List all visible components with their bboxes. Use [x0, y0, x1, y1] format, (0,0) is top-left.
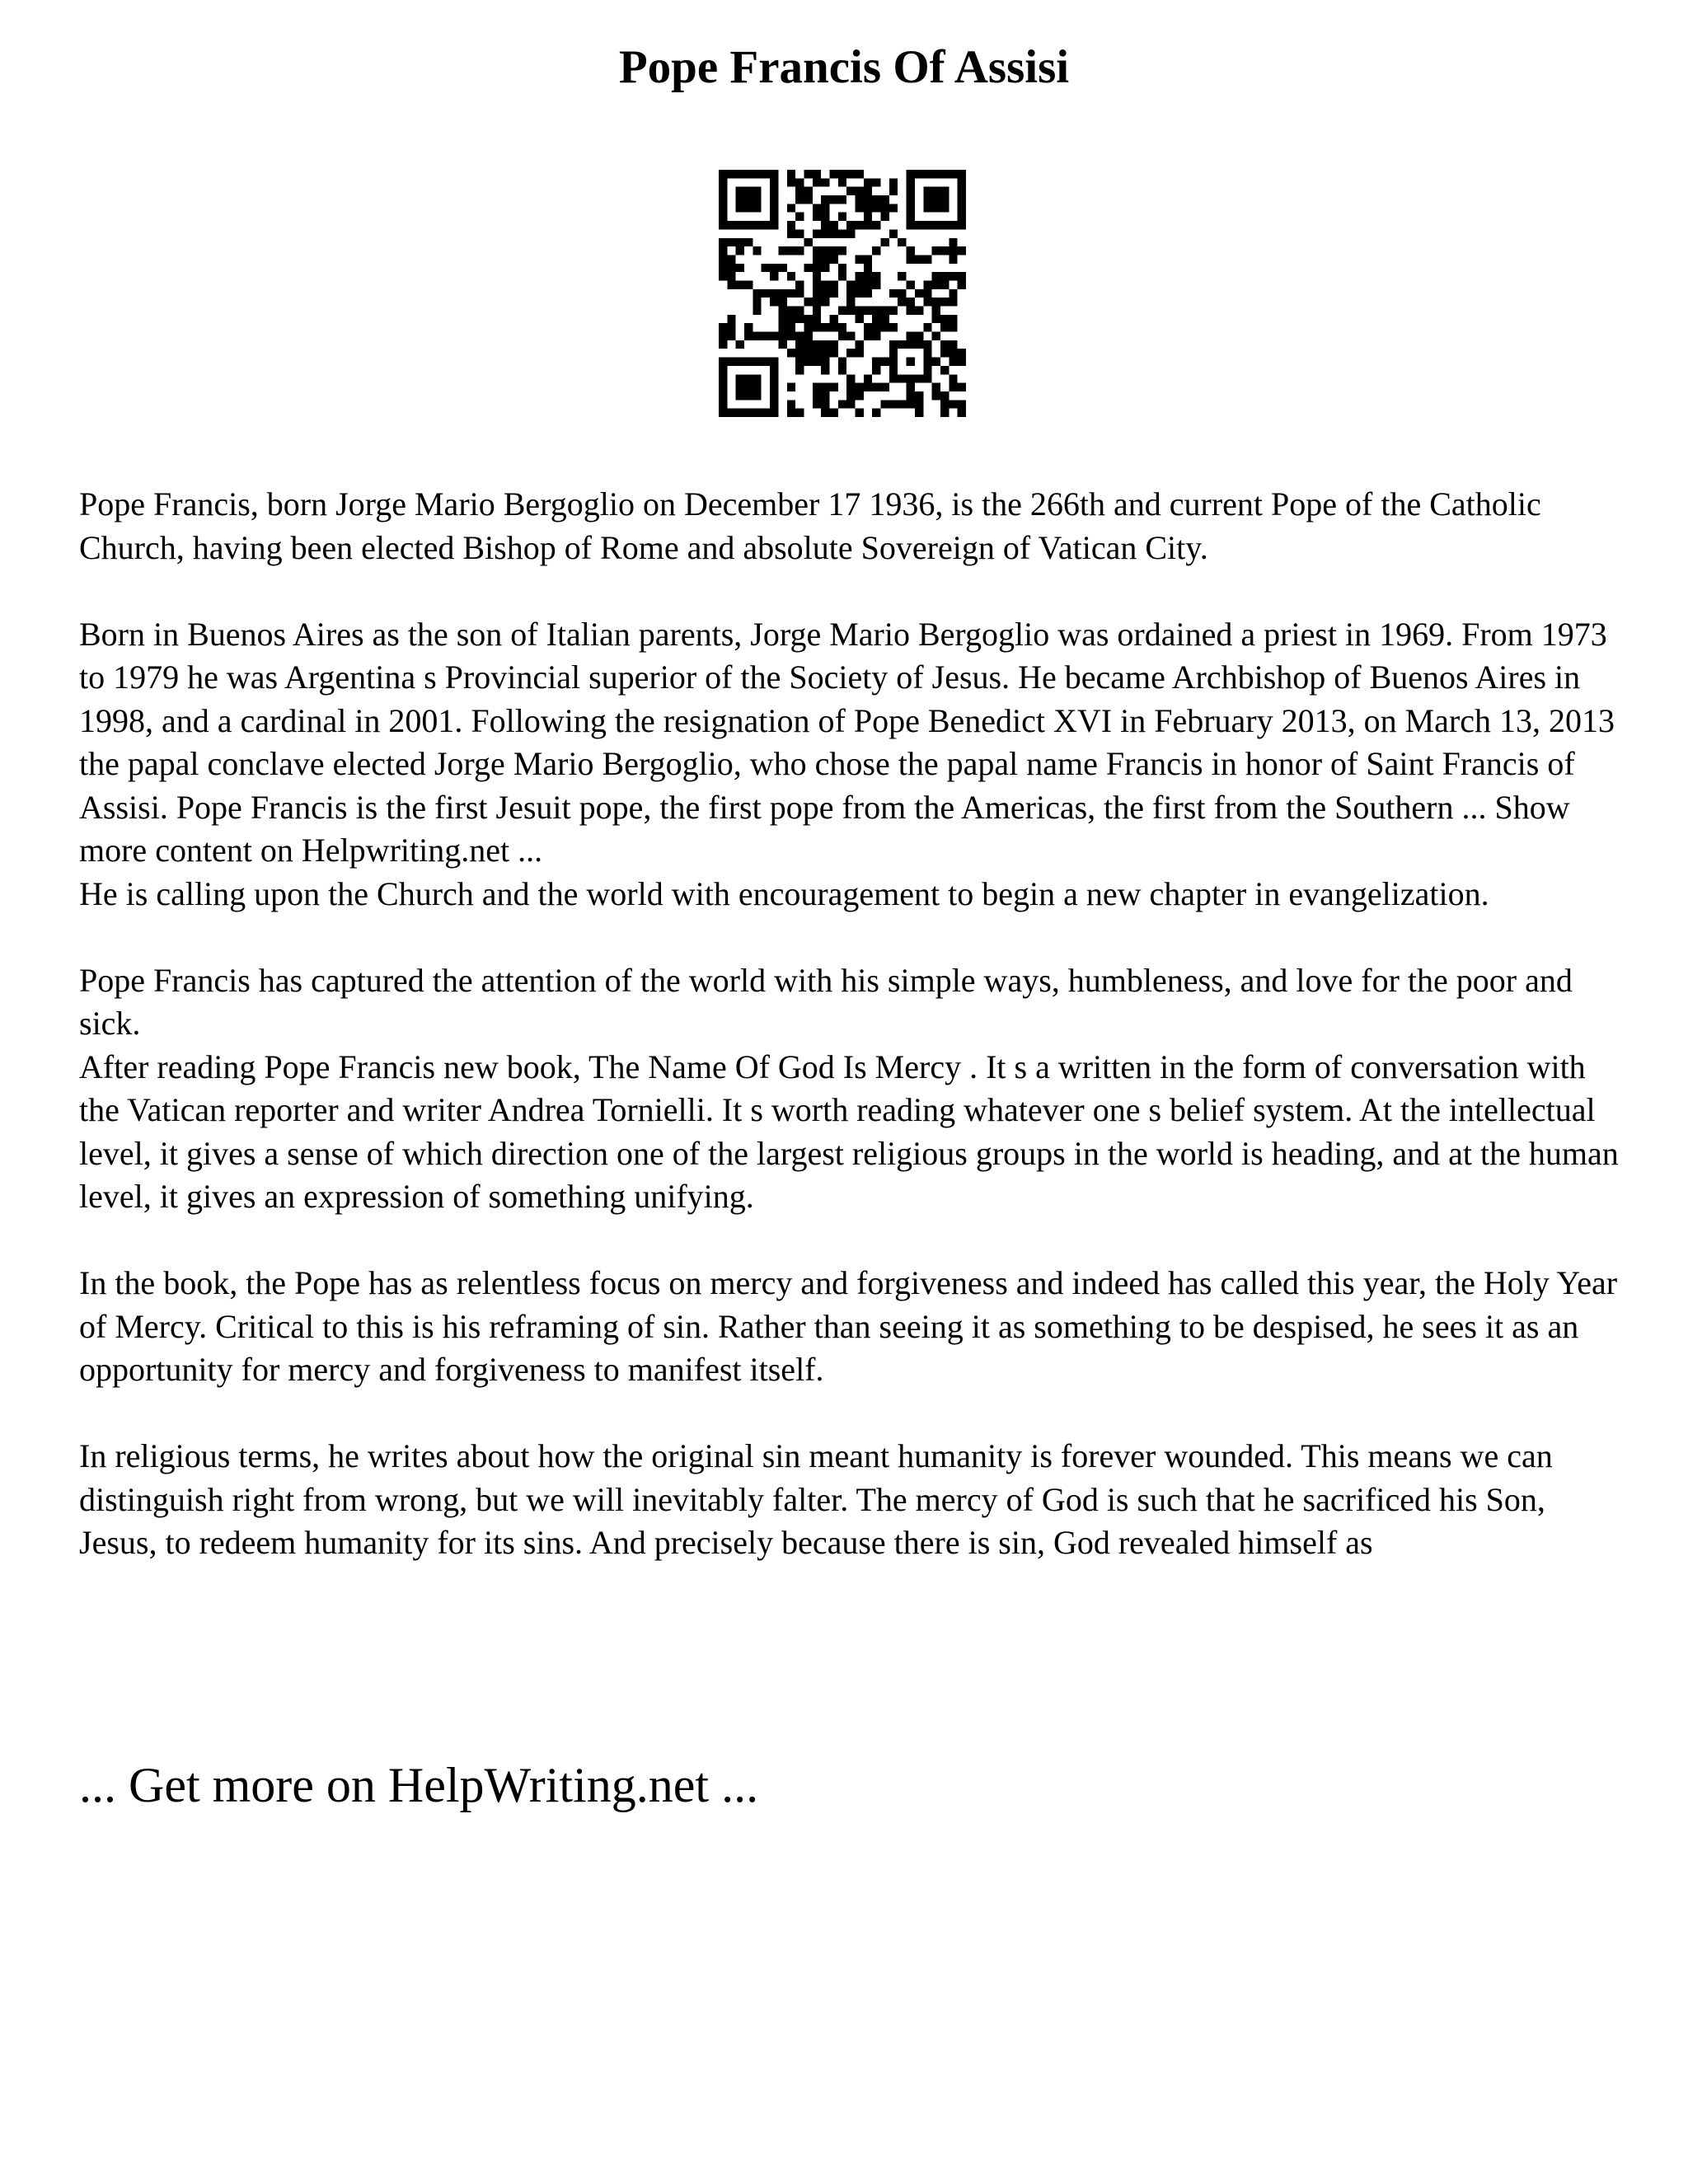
paragraph: After reading Pope Francis new book, The Name Of God Is Mercy . It s a written in the form of conversation with the Vatican reporter and writer Andrea Tornielli. It s worth reading whatever one s belief system. At the intellectual level, it gives a sense of which direction one of the largest religious groups in the world is heading, and at the human level, it gives an expression of something unifying. [79, 1047, 1619, 1215]
paragraph: In religious terms, he writes about how the original sin meant humanity is forever wounded. This means we can distinguish right from wrong, but we will inevitably falter. The mercy of God is such that he sacrificed his Son, Jesus, to redeem humanity for its sins. And precisely because there is sin, God revealed himself as [79, 1437, 1553, 1561]
page-title: Pope Francis Of Assisi [618, 41, 1070, 93]
paragraph: Born in Buenos Aires as the son of Italian parents, Jorge Mario Bergoglio was ordained a priest in 1969. From 1973 to 1979 he was Argentina s Provincial superior of the Society of Jesus. He became Archbishop of Buenos Aires in 1998, and a cardinal in 2001. Following the resignation of Pope Benedict XVI in February 2013, on March 13, 2013 the papal conclave elected Jorge Mario Bergoglio, who chose the papal name Francis in honor of Saint Francis of Assisi. Pope Francis is the first Jesuit pope, the first pope from the Americas, the first from the Southern ... Show more content on Helpwriting.net ... [79, 615, 1615, 869]
paragraph: He is calling upon the Church and the world with encouragement to begin a new chapter in evangelization. [79, 874, 1489, 912]
paragraph: Pope Francis has captured the attention of the world with his simple ways, humbleness, and love for the poor and sick. [79, 961, 1573, 1042]
paragraph: In the book, the Pope has as relentless focus on mercy and forgiveness and indeed has called this year, the Holy Year of Mercy. Critical to this is his reframing of sin. Rather than seeing it as something to be despised, he sees it as an opportunity for mercy and forgiveness to manifest itself. [79, 1264, 1618, 1388]
article-body [79, 483, 1629, 1565]
qr-code-icon [719, 170, 966, 417]
paragraph: Pope Francis, born Jorge Mario Bergoglio on December 17 1936, is the 266th and current Pope of the Catholic Church, having been elected Bishop of Rome and absolute Sovereign of Vatican City. [79, 485, 1541, 566]
get-more-link[interactable]: ... Get more on HelpWriting.net ... [79, 1758, 759, 1812]
